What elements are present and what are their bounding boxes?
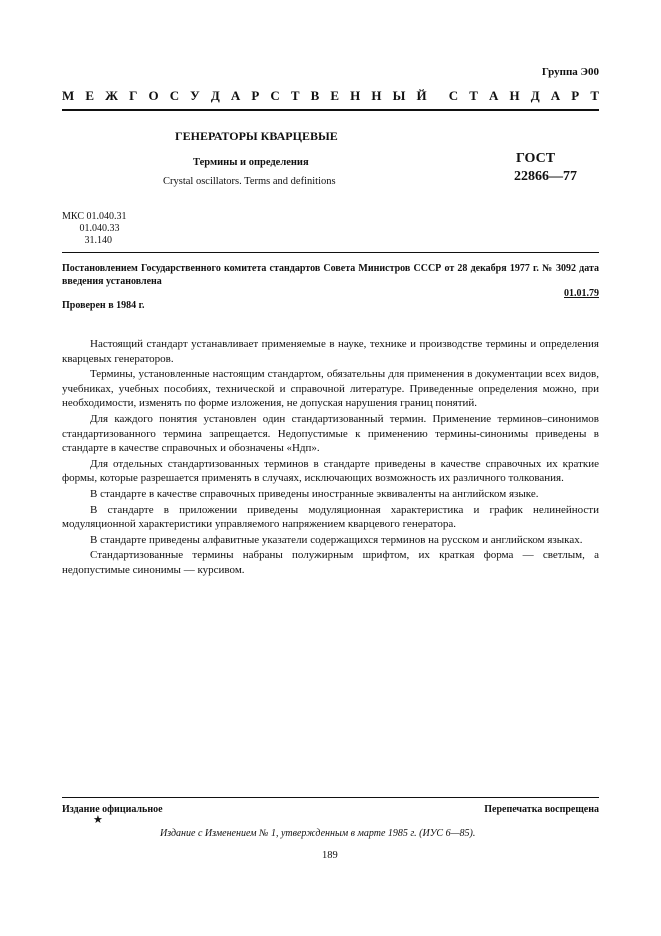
reprint-prohibited-label: Перепечатка воспрещена — [484, 804, 599, 815]
heading-letter: Е — [330, 88, 340, 103]
gost-label: ГОСТ — [516, 151, 556, 166]
body-paragraph: В стандарте в приложении приведены модуляционная характеристика и график нелинейности модуляционной характеристики управляемого напряжением кварцевого генератора. — [62, 503, 599, 531]
heading-letter: А — [489, 88, 499, 103]
body-paragraph: Термины, установленные настоящим стандартом, обязательны для применения в документации всех видов, учебниках, учебных пособиях, технической и справочной литературе. Приведенные определения можно, при необходимости, изменять по форме изложения, не допуская нарушения границ понятий. — [62, 368, 599, 410]
heading-letter: С — [169, 88, 180, 103]
group-code: Группа Э00 — [541, 66, 599, 78]
heading-letter: Н — [350, 88, 361, 103]
heading-letter: А — [550, 88, 561, 103]
document-title: ГЕНЕРАТОРЫ КВАРЦЕВЫЕ — [175, 129, 338, 143]
heading-letter: М — [62, 88, 75, 103]
heading-letter: Д — [210, 88, 220, 103]
heading-letter: Д — [530, 88, 540, 103]
body-text — [62, 337, 599, 578]
heading-letter: С — [448, 88, 459, 103]
footer-divider — [62, 797, 599, 798]
document-subtitle: Термины и определения — [193, 157, 309, 168]
heading-letter: Т — [290, 88, 300, 103]
heading-letter: Р — [571, 88, 580, 103]
heading-letter: У — [190, 88, 200, 103]
body-paragraph: В стандарте в качестве справочных приведены иностранные эквиваленты на английском языке. — [90, 487, 539, 500]
body-paragraph: Для отдельных стандартизованных терминов в стандарте приведены в качестве справочных их краткие формы, которые разрешается применять в случаях, исключающих возможность их различного толкования. — [62, 457, 599, 485]
body-paragraph: Для каждого понятия установлен один стандартизованный термин. Применение терминов–синонимов стандартизованного термина запрещается. Недопустимые к применению термины-синонимы приведены в стандарте в качестве справочных и обозначены «Ндп». — [62, 412, 599, 455]
heading-letter: С — [270, 88, 280, 103]
mks-codes — [62, 211, 126, 247]
heading-letter: Т — [469, 88, 478, 103]
heading-letter: Н — [371, 88, 382, 103]
heading-letter: О — [148, 88, 159, 103]
body-paragraph: В стандарте приведены алфавитные указатели содержащихся терминов на русском и английском языках. — [90, 533, 583, 546]
english-title: Crystal oscillators. Terms and definitions — [163, 176, 336, 187]
heading-letter: А — [230, 88, 241, 103]
mks-line: 01.040.33 — [62, 223, 120, 234]
introduction-date: 01.01.79 — [564, 288, 599, 299]
heading-letter: Н — [509, 88, 520, 103]
interstate-standard-heading — [62, 88, 599, 104]
checked-note: Проверен в 1984 г. — [62, 300, 145, 311]
gost-designation — [514, 150, 577, 186]
heading-letter: Й — [416, 88, 427, 103]
body-paragraph: Стандартизованные термины набраны полужирным шрифтом, их краткая форма — светлым, а недопустимые синонимы — курсивом. — [62, 549, 599, 576]
gost-number: 22866—77 — [514, 169, 577, 184]
body-paragraph: Настоящий стандарт устанавливает применяемые в науке, технике и производстве термины и определения кварцевых генераторов. — [62, 338, 599, 365]
heading-letter: Ы — [392, 88, 406, 103]
amendment-note: Издание с Изменением № 1, утвержденным в марте 1985 г. (ИУС 6—85). — [160, 828, 476, 839]
decree-text: Постановлением Государственного комитета стандартов Совета Министров СССР от 28 декабря 1977 г. № 3092 дата введения установлена — [62, 263, 599, 287]
heading-letter: Ж — [105, 88, 118, 103]
mks-line: МКС 01.040.31 — [62, 211, 127, 222]
heading-letter: Р — [251, 88, 260, 103]
page-number: 189 — [322, 850, 338, 861]
mks-line: 31.140 — [62, 235, 112, 246]
heading-letter: Т — [590, 88, 599, 103]
heading-letter: Г — [129, 88, 138, 103]
official-edition-label: Издание официальное — [62, 804, 163, 815]
header-divider — [62, 109, 599, 111]
heading-letter: В — [310, 88, 320, 103]
section-divider — [62, 252, 599, 253]
star-icon: ★ — [93, 814, 103, 826]
heading-letter: Е — [85, 88, 95, 103]
